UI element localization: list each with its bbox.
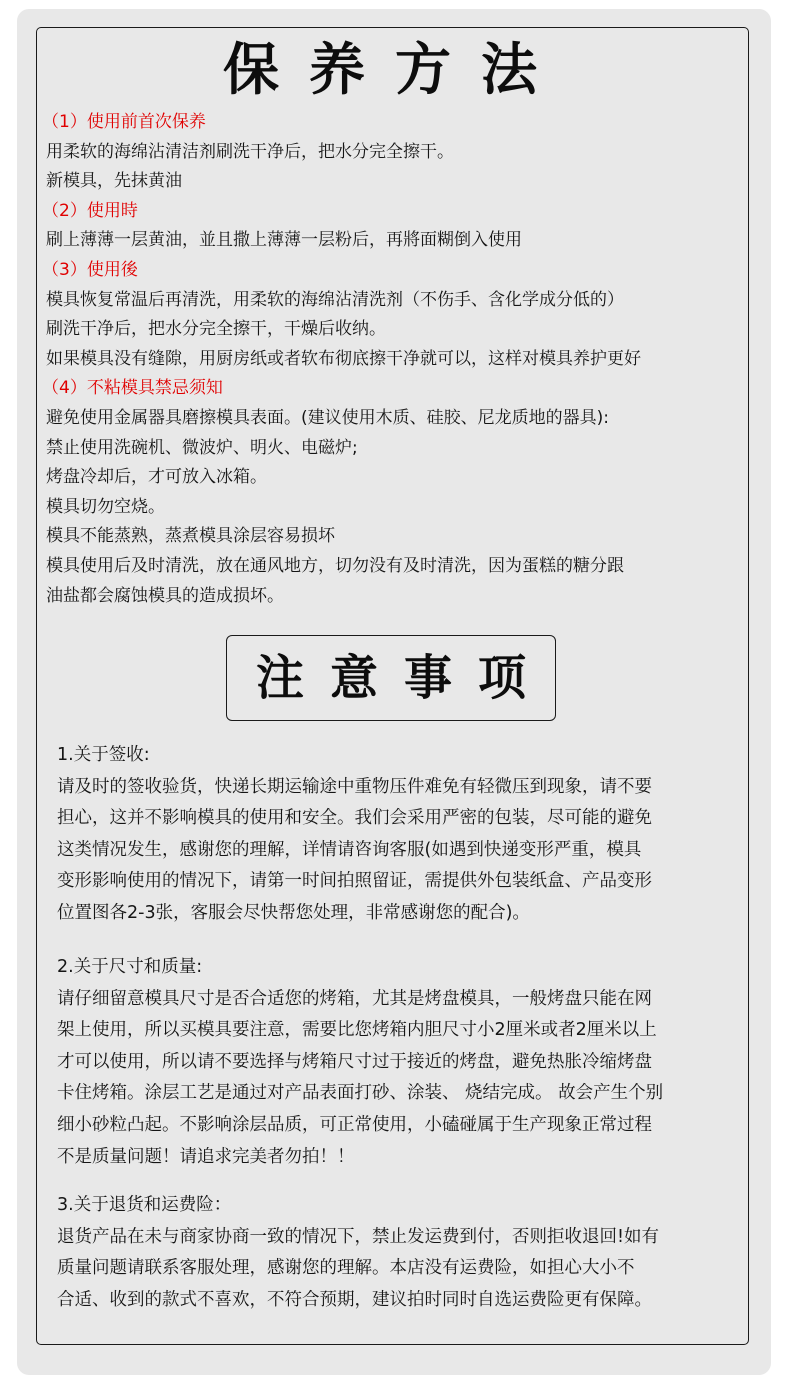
care-line: 刷上薄薄一层黄油，並且撒上薄薄一层粉后，再將面糊倒入使用 [46,230,522,251]
care-line: 烤盘冷却后，才可放入冰箱。 [46,467,267,488]
care-subheading: （3）使用後 [42,260,138,280]
notice-line: 细小砂粒凸起。不影响涂层品质，可正常使用，小磕碰属于生产现象正常过程 [57,1115,652,1135]
notice-line: 才可以使用，所以请不要选择与烤箱尺寸过于接近的烤盘，避免热胀冷缩烤盘 [57,1051,652,1072]
care-line: 模具切勿空烧。 [46,496,165,517]
notice-line: 变形影响使用的情况下，请第一时间拍照留证，需提供外包装纸盒、产品变形 [57,871,652,892]
notice-section-heading: 3.关于退货和运费险： [57,1195,232,1215]
care-subheading: （4）不粘模具禁忌须知 [42,378,223,399]
notice-line: 请及时的签收验货，快递长期运输途中重物压件难免有轻微压到现象，请不要 [57,776,652,797]
care-subheading: （1）使用前首次保养 [42,112,206,132]
notice-line: 这类情况发生，感谢您的理解，详情请咨询客服(如遇到快递变形严重，模具 [57,839,642,860]
care-line: 油盐都会腐蚀模具的造成损坏。 [46,585,284,606]
care-line: 模具恢复常温后再清洗，用柔软的海绵沾清洗剂（不伤手、含化学成分低的） [46,289,624,310]
care-title: 保养方法 [223,38,567,103]
notice-line: 卡住烤箱。涂层工艺是通过对产品表面打砂、涂装、 烧结完成。 故会产生个别 [57,1083,664,1104]
notice-line: 合适、收到的款式不喜欢，不符合预期，建议拍时同时自选运费险更有保障。 [57,1289,652,1310]
notice-line: 退货产品在未与商家协商一致的情况下，禁止发运费到付，否则拒收退回!如有 [57,1226,660,1247]
care-line: 用柔软的海绵沾清洁剂刷洗干净后，把水分完全擦干。 [46,141,454,162]
notice-line: 不是质量问题！请追求完美者勿拍！！ [57,1146,355,1167]
notice-line: 担心，这并不影响模具的使用和安全。我们会采用严密的包装，尽可能的避免 [57,808,652,829]
care-line: 避免使用金属器具磨擦模具表面。(建议使用木质、硅胶、尼龙质地的器具): [46,408,609,428]
notice-section-heading: 1.关于签收: [57,745,150,765]
care-line: 模具不能蒸熟，蒸煮模具涂层容易损坏 [46,526,335,547]
care-line: 禁止使用洗碗机、微波炉、明火、电磁炉; [46,437,358,458]
notice-title-box [226,635,556,721]
care-line: 新模具，先抹黄油 [46,171,182,192]
care-line: 刷洗干净后，把水分完全擦干，干燥后收纳。 [46,319,386,340]
notice-section-heading: 2.关于尺寸和质量: [57,957,203,977]
notice-line: 请仔细留意模具尺寸是否合适您的烤箱，尤其是烤盘模具，一般烤盘只能在网 [57,988,652,1009]
notice-line: 质量问题请联系客服处理，感谢您的理解。本店没有运费险，如担心大小不 [57,1258,635,1279]
care-subheading: （2）使用時 [42,200,138,221]
notice-line: 位置图各2-3张，客服会尽快帮您处理，非常感谢您的配合)。 [57,903,530,923]
care-line: 如果模具没有缝隙，用厨房纸或者软布彻底擦干净就可以，这样对模具养护更好 [46,348,641,369]
notice-title: 注意事项 [255,650,552,706]
notice-line: 架上使用，所以买模具要注意，需要比您烤箱内胆尺寸小2厘米或者2厘米以上 [57,1020,657,1041]
care-line: 模具使用后及时清洗，放在通风地方，切勿没有及时清洗，因为蛋糕的糖分跟 [46,556,624,576]
